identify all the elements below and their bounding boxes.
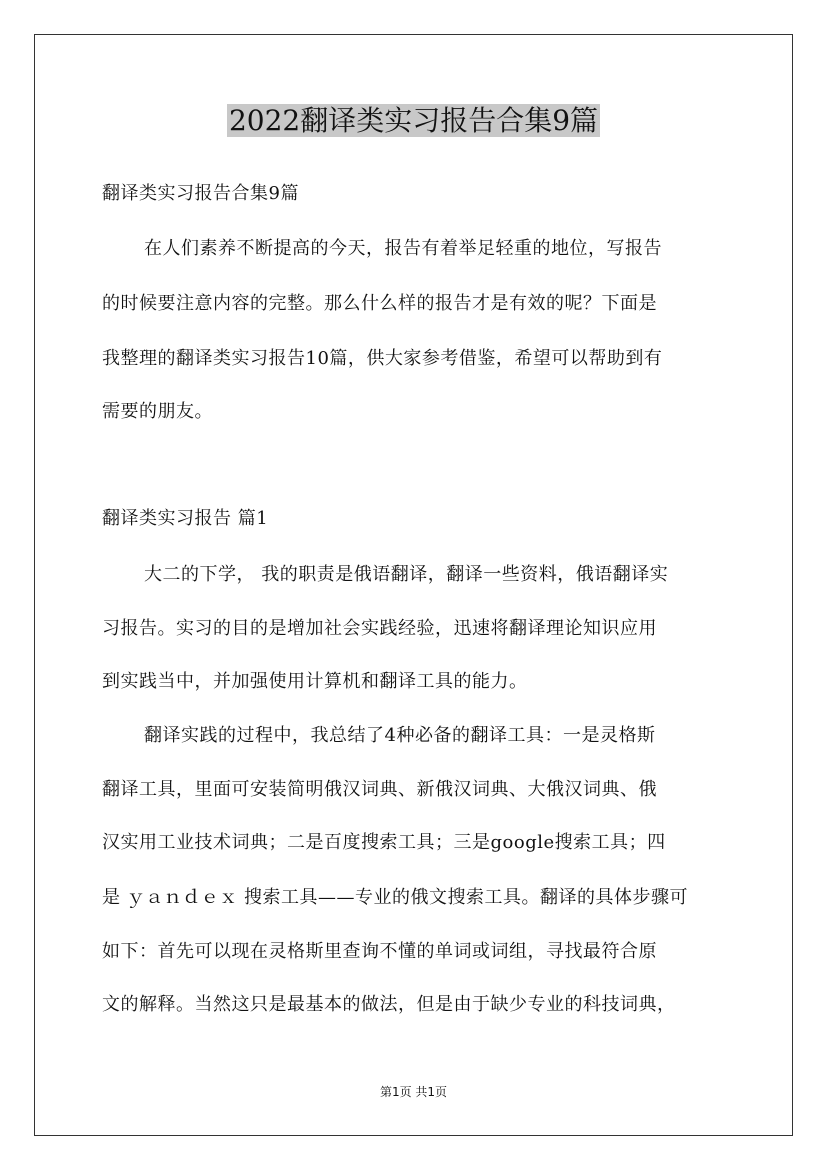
intro-line: 的时候要注意内容的完整。那么什么样的报告才是有效的呢？下面是 <box>102 293 657 314</box>
intro-line: 我整理的翻译类实习报告10篇，供大家参考借鉴，希望可以帮助到有 <box>102 348 663 369</box>
paragraph-line: 汉实用工业技术词典；二是百度搜索工具；三是google搜索工具；四 <box>102 832 666 853</box>
document-title-text: 2022翻译类实习报告合集9篇 <box>228 104 599 137</box>
intro-line: 在人们素养不断提高的今天，报告有着举足轻重的地位，写报告 <box>144 238 662 259</box>
document-subtitle: 翻译类实习报告合集9篇 <box>102 183 299 204</box>
paragraph-line: 到实践当中，并加强使用计算机和翻译工具的能力。 <box>102 671 528 692</box>
paragraph-line: 大二的下学， 我的职责是俄语翻译，翻译一些资料，俄语翻译实 <box>144 564 669 585</box>
paragraph-line: 翻译实践的过程中，我总结了4种必备的翻译工具：一是灵格斯 <box>144 725 656 746</box>
intro-line: 需要的朋友。 <box>102 401 213 422</box>
paragraph-line: 如下：首先可以现在灵格斯里查询不懂的单词或词组，寻找最符合原 <box>102 941 657 962</box>
paragraph-line: 翻译工具，里面可安装简明俄汉词典、新俄汉词典、大俄汉词典、俄 <box>102 779 657 800</box>
paragraph-line: 是 ｙａｎｄｅｘ 搜索工具——专业的俄文搜索工具。翻译的具体步骤可 <box>102 887 688 908</box>
paragraph-line: 习报告。实习的目的是增加社会实践经验，迅速将翻译理论知识应用 <box>102 618 657 639</box>
section-heading: 翻译类实习报告 篇1 <box>102 508 269 529</box>
paragraph-line: 文的解释。当然这只是最基本的做法，但是由于缺少专业的科技词典， <box>102 994 676 1015</box>
page-footer: 第1页 共1页 <box>379 1085 448 1099</box>
document-title <box>0 101 827 141</box>
